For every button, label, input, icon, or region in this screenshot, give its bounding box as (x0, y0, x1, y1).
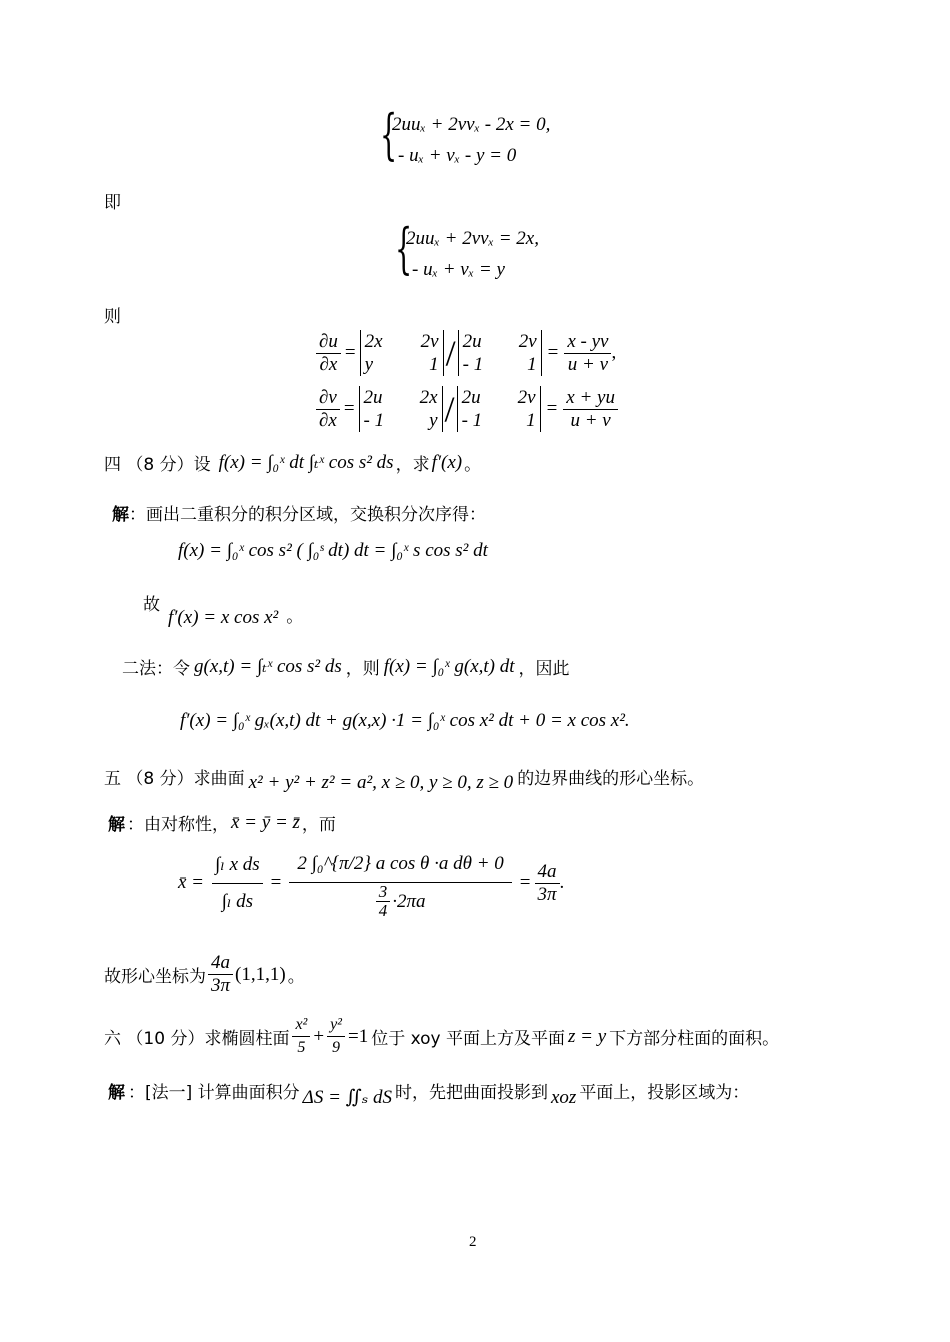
solution-label: 解 (112, 505, 129, 525)
question-4-formula: f(x) = ∫₀ˣ dt ∫ₜˣ cos s² ds (218, 452, 394, 473)
solution-label: 解 (108, 815, 125, 835)
question-5: 五 （8 分）求曲面 x² + y² + z² = a², x ≥ 0, y ≥ 0, z ≥ 0 的边界曲线的形心坐标。 (104, 758, 704, 794)
solution-4-eq2: f′(x) = x cos x² (168, 607, 279, 628)
question-5-heading: 五 （8 分）求曲面 (104, 768, 245, 789)
fraction-numerator: ∂u (316, 331, 341, 354)
solution-4-alternative: 二法：令 g(x,t) = ∫ₜˣ cos s² ds ，则 f(x) = ∫₀ˣ g(x,t) dt ，因此 (122, 655, 570, 679)
solution-4-conclusion: 故 f′(x) = x cos x² 。 (143, 595, 304, 628)
page-number: 2 (469, 1234, 477, 1250)
solution-4-eq3: f′(x) = ∫₀ˣ gₓ(x,t) dt + g(x,x) ·1 = ∫₀ˣ cos x² dt + 0 = x cos x². (180, 710, 630, 731)
solution-label: 解 (108, 1083, 125, 1103)
matrix-1a: 2x 2v y 1 (360, 330, 444, 376)
ellipse-term-y: $\frac{\text{y²}}{9}$ (327, 1014, 345, 1059)
system1-line1: 2uuₓ + 2vvₓ - 2x = 0, (392, 114, 551, 135)
ellipse-term-x: $\frac{\text{x²}}{5}$ (292, 1014, 310, 1059)
centroid-fraction-3: $\frac{4a}{3\pi}$ (535, 861, 560, 906)
centroid-equation: x̄ = $\frac{\text{∫ₗ x ds}}{\text{∫ₗ ds}}$ = 2 ∫₀^{π/2} a cos θ ·a dθ + 0 $\frac{3}{4}$ ·2πa = $\frac{4a}{3\pi}$ . (178, 846, 564, 920)
result-fraction-1: $\frac{x - yv}{u + v}$ (564, 331, 611, 376)
word-ze: 则 (104, 307, 121, 327)
left-brace: { (395, 217, 413, 280)
solution-5-intro: 解 ：由对称性， x̄ = ȳ = z̄ ，而 (108, 811, 336, 835)
question-4: 四 （8 分）设 f(x) = ∫₀ˣ dt ∫ₜˣ cos s² ds ，求 f′(x) 。 (104, 451, 482, 475)
question-6-heading: 六 （10 分）求椭圆柱面 (104, 1029, 290, 1049)
partial-fraction (316, 331, 341, 376)
solution-4-eq1: f(x) = ∫₀ˣ cos s² ( ∫₀ˢ dt) dt = ∫₀ˣ s cos s² dt (178, 540, 488, 561)
solution-5-conclusion: 故形心坐标为 $\frac{4a}{3\pi}$ (1,1,1) 。 (104, 952, 305, 996)
solution-6-intro: 解 ：[法一] 计算曲面积分 ΔS = ∬ₛ dS 时，先把曲面投影到 xoz 平面上，投影区域为： (108, 1072, 749, 1109)
matrix-1b: 2u 2v - 1 1 (458, 330, 542, 376)
system2-line1: 2uuₓ + 2vvₓ = 2x, (406, 228, 539, 249)
solution-4-intro: 解：画出二重积分的积分区域，交换积分次序得： (112, 505, 486, 525)
partial-fraction: $\frac{\partial v}{\partial x}$ (316, 387, 340, 432)
system1-line2: - uₓ + vₓ - y = 0 (398, 145, 517, 166)
centroid-coefficient: $\frac{4a}{3\pi}$ (208, 952, 233, 997)
result-fraction-2: $\frac{x + yu}{u + v}$ (563, 387, 618, 432)
matrix-2a: 2u 2x - 1 y (359, 386, 443, 432)
question-5-formula: x² + y² + z² = a², x ≥ 0, y ≥ 0, z ≥ 0 (248, 772, 514, 793)
left-brace: { (380, 103, 398, 166)
determinant-row-2: $\frac{\partial v}{\partial x}$ = 2u 2x - 1 y / 2u 2v - 1 1 = $\frac{x + yu}{u + v}$ (316, 386, 618, 432)
fraction-denominator: ∂x (319, 353, 338, 375)
determinant-row-1: $\frac{\partial u}{\partial x}$ = 2x 2v y 1 / 2u 2v - 1 1 = $\frac{x - yv}{u + v}$ , (316, 330, 616, 376)
system2-line2: - uₓ + vₓ = y (412, 259, 505, 280)
matrix-2b: 2u 2v - 1 1 (457, 386, 541, 432)
question-4-heading: 四 （8 分）设 (104, 455, 211, 475)
question-6: 六 （10 分）求椭圆柱面 $\frac{\text{x²}}{5}$ + $\frac{\text{y²}}{9}$ =1 位于 xoy 平面上方及平面 z = y 下方部分柱面的面积。 (104, 1014, 779, 1059)
centroid-fraction-2: 2 ∫₀^{π/2} a cos θ ·a dθ + 0 $\frac{3}{4}$ ·2πa (289, 846, 511, 920)
centroid-fraction-1: $\frac{\text{∫ₗ x ds}}{\text{∫ₗ ds}}$ (212, 847, 263, 920)
word-ji: 即 (104, 193, 121, 213)
